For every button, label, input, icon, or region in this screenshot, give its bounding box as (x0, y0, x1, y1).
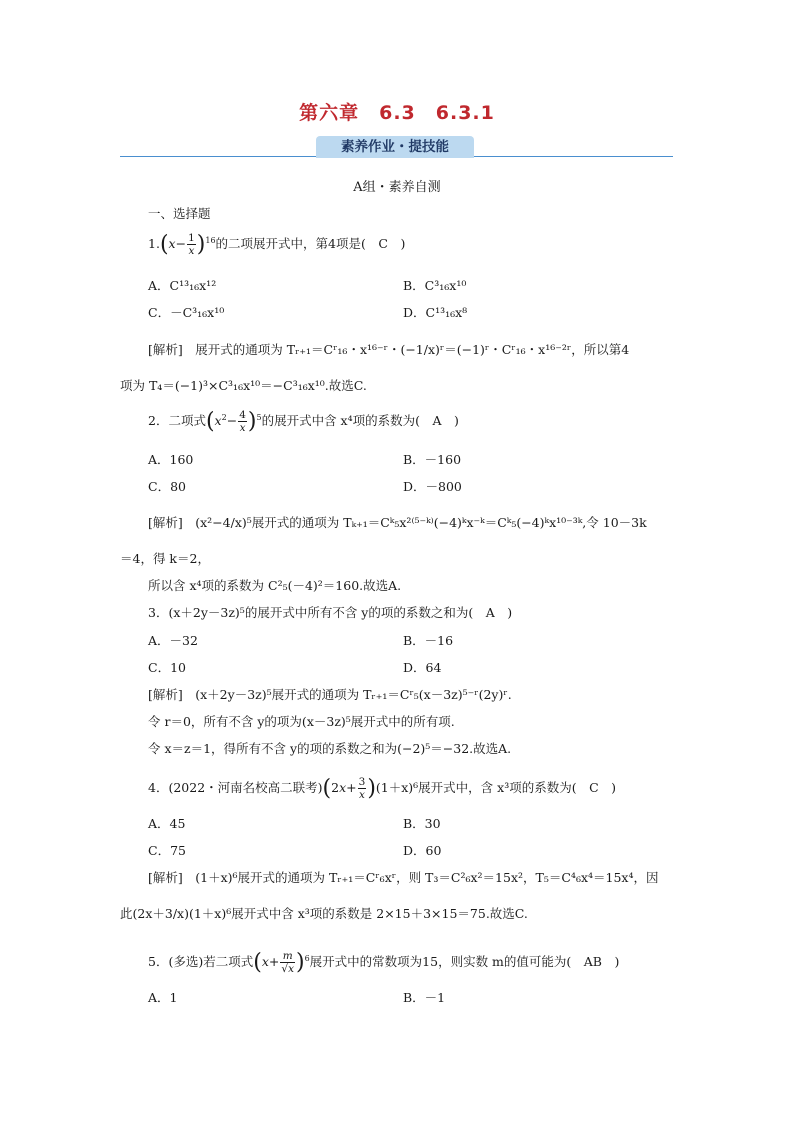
analysis-line: [解析] (x＋2y－3z)⁵展开式的通项为 Tᵣ₊₁＝Cʳ₅(x－3z)⁵⁻ʳ(2y)ʳ. (148, 687, 512, 702)
math-expression: ($x^2-$ $\frac{4}{x}$ )$^5$ (205, 409, 262, 434)
analysis-line: [解析] 展开式的通项为 Tᵣ₊₁＝Cʳ₁₆・x¹⁶⁻ʳ・(−1/x)ʳ＝(−1)ʳ・Cʳ₁₆・x¹⁶⁻²ʳ，所以第4 (148, 342, 630, 357)
question-5-stem (148, 950, 619, 975)
option-b: B．－160 (403, 452, 462, 467)
math-expression: (x+ $\frac{m}{√x}$ )$^6$ (253, 950, 310, 975)
question-3-stem: 3．(x＋2y－3z)⁵的展开式中所有不含 y的项的系数之和为( A ) (148, 605, 513, 620)
option-b: B．30 (403, 816, 441, 831)
question-number: 1. (148, 236, 160, 251)
option-a: A．1 (148, 990, 178, 1005)
math-expression: (x− $\frac{1}{x}$ )$^{16}$ (159, 232, 216, 257)
option-d: D．C¹³₁₆x⁸ (403, 305, 468, 320)
analysis-line: [解析] (x²−4/x)⁵展开式的通项为 Tₖ₊₁＝Cᵏ₅x²⁽⁵⁻ᵏ⁾(−4)ᵏx⁻ᵏ＝Cᵏ₅(−4)ᵏx¹⁰⁻³ᵏ,令 10－3k (148, 515, 647, 530)
option-a: A．45 (148, 816, 186, 831)
question-2-stem (148, 409, 459, 434)
option-a: A．－32 (148, 633, 198, 648)
analysis-line: ＝4，得 k＝2， (120, 551, 210, 566)
math-expression: (2x+ $\frac{3}{x}$ ) (322, 776, 376, 801)
option-b: B．－1 (403, 990, 446, 1005)
analysis-line: [解析] (1＋x)⁶展开式的通项为 Tᵣ₊₁＝Cʳ₆xʳ，则 T₃＝C²₆x²＝15x²，T₅＝C⁴₆x⁴＝15x⁴，因 (148, 870, 659, 885)
option-a: A．160 (148, 452, 194, 467)
question-text: (1＋x)⁶展开式中，含 x³项的系数为( C ) (375, 780, 617, 795)
question-text: 的展开式中含 x⁴项的系数为( A ) (261, 413, 459, 428)
analysis-line: 令 x＝z＝1，得所有不含 y的项的系数之和为(−2)⁵＝−32.故选A. (148, 741, 512, 756)
option-b: B．－16 (403, 633, 454, 648)
question-1-stem (148, 232, 405, 257)
question-text: 5．(多选)若二项式 (148, 954, 254, 969)
question-text: 的二项展开式中，第4项是( C ) (215, 236, 406, 251)
question-text: 2．二项式 (148, 413, 206, 428)
option-c: C．80 (148, 479, 186, 494)
question-text: 4．(2022・河南名校高二联考) (148, 780, 323, 795)
option-c: C．10 (148, 660, 186, 675)
option-d: D．－800 (403, 479, 462, 494)
analysis-line: 所以含 x⁴项的系数为 C²₅(－4)²＝160.故选A. (148, 578, 402, 593)
analysis-line: 令 r＝0，所有不含 y的项为(x－3z)⁵展开式中的所有项. (148, 714, 455, 729)
option-a: A．C¹³₁₆x¹² (148, 278, 217, 293)
question-4-stem (148, 776, 616, 801)
analysis-line: 此(2x＋3/x)(1＋x)⁶展开式中含 x³项的系数是 2×15＋3×15＝75.故选C. (120, 906, 528, 921)
option-b: B．C³₁₆x¹⁰ (403, 278, 467, 293)
question-text: 展开式中的常数项为15，则实数 m的值可能为( AB ) (309, 954, 620, 969)
option-d: D．60 (403, 843, 442, 858)
section-heading: 一、选择题 (148, 206, 211, 221)
analysis-line: 项为 T₄＝(−1)³×C³₁₆x¹⁰＝−C³₁₆x¹⁰.故选C. (120, 378, 367, 393)
page-title: 第六章 6.3 6.3.1 (299, 102, 495, 124)
option-d: D．64 (403, 660, 442, 675)
group-heading: A组・素养自测 (353, 180, 441, 195)
option-c: C．75 (148, 843, 186, 858)
section-banner: 素养作业・提技能 (316, 136, 474, 158)
option-c: C．－C³₁₆x¹⁰ (148, 305, 225, 320)
